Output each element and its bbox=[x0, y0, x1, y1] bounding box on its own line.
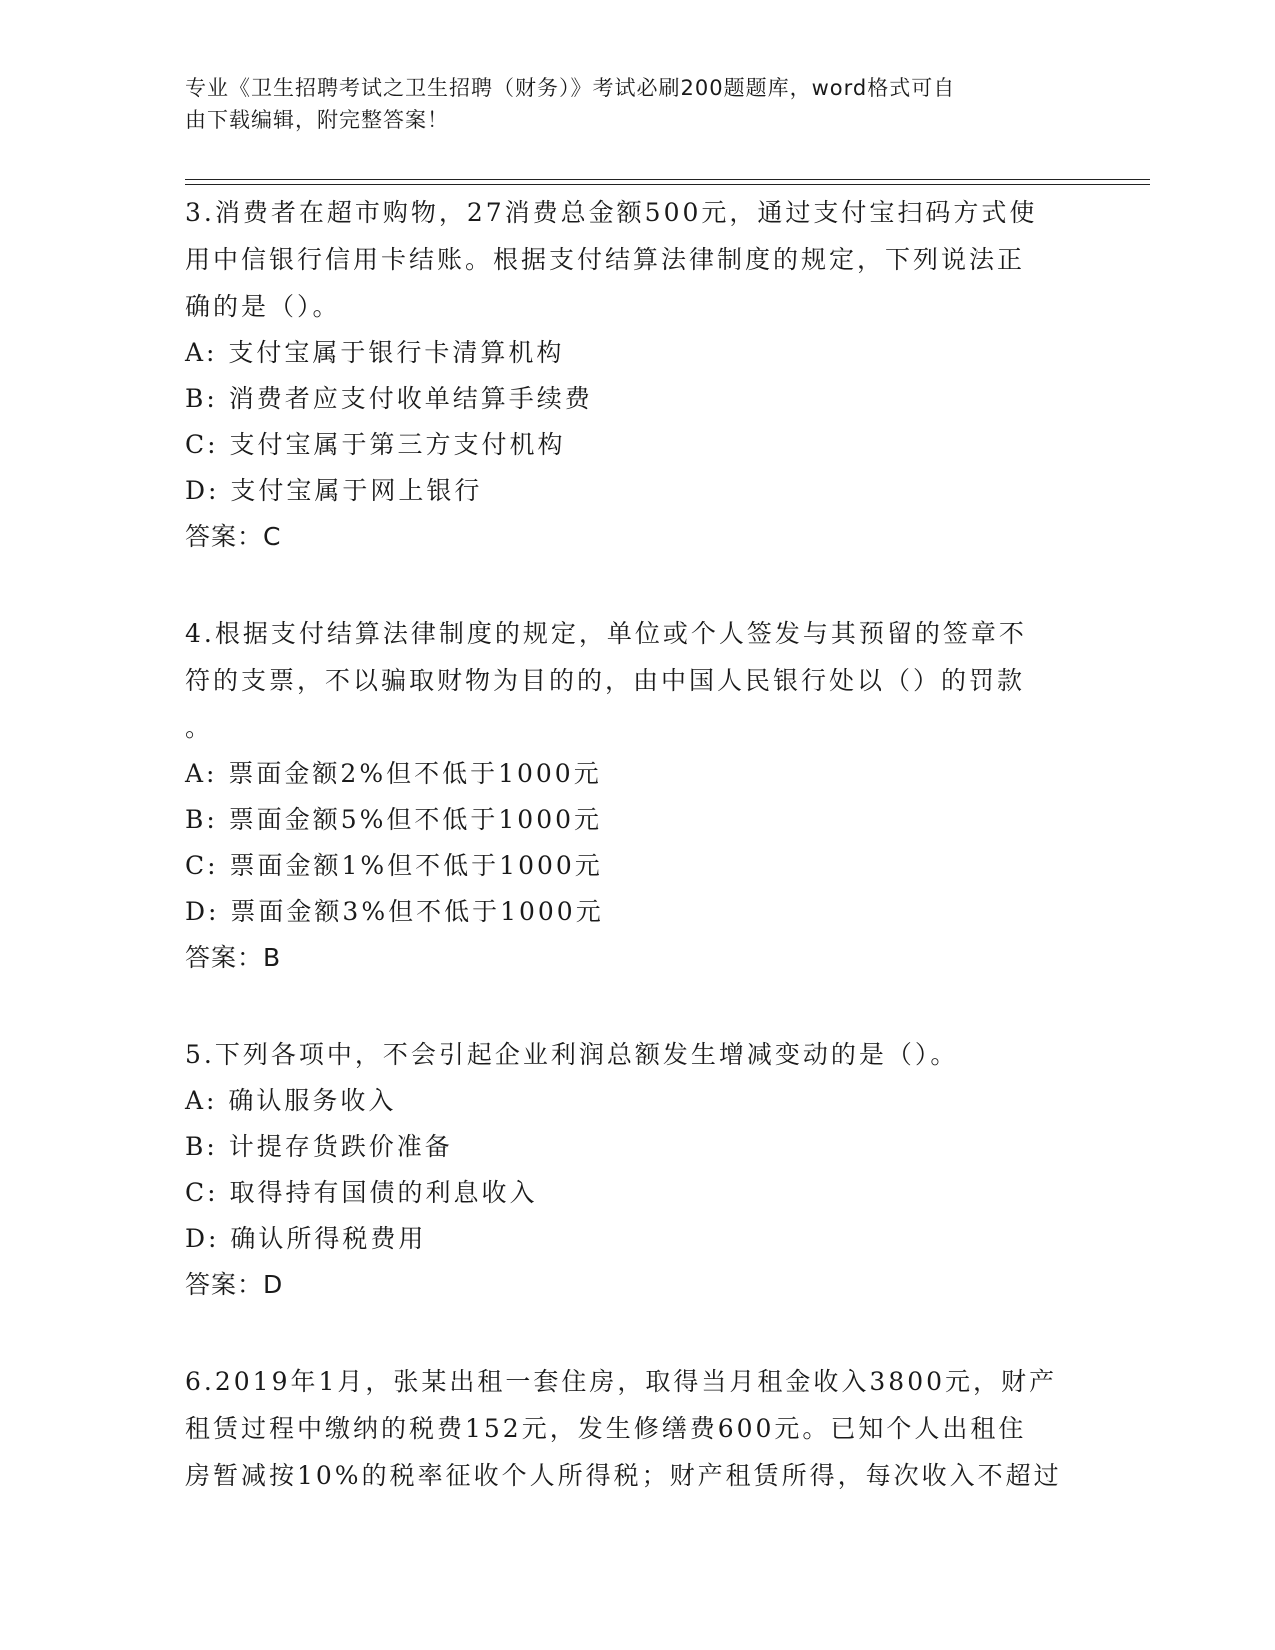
question-stem-line: 租赁过程中缴纳的税费152元，发生修缮费600元。已知个人出租住 bbox=[185, 1414, 1027, 1443]
answer-label: 答案：B bbox=[185, 943, 282, 972]
option-a: A: 确认服务收入 bbox=[185, 1086, 397, 1115]
question-stem-line: 3.消费者在超市购物，27消费总金额500元，通过支付宝扫码方式使 bbox=[185, 198, 1038, 227]
question-stem-line: 符的支票，不以骗取财物为目的的，由中国人民银行处以（）的罚款 bbox=[185, 666, 1026, 695]
option-c: C: 取得持有国债的利息收入 bbox=[185, 1178, 538, 1207]
header-divider-bottom bbox=[185, 184, 1150, 185]
option-b: B: 计提存货跌价准备 bbox=[185, 1132, 453, 1161]
option-b: B: 票面金额5%但不低于1000元 bbox=[185, 805, 603, 834]
answer-label: 答案：C bbox=[185, 522, 282, 551]
question-list bbox=[185, 189, 1085, 1499]
question-stem-line: 5.下列各项中，不会引起企业利润总额发生增减变动的是（）。 bbox=[185, 1040, 959, 1069]
question-3 bbox=[185, 189, 1085, 560]
header-line-1: 专业《卫生招聘考试之卫生招聘（财务）》考试必刷200题题库，word格式可自 bbox=[185, 76, 956, 100]
option-d: D: 支付宝属于网上银行 bbox=[185, 476, 483, 505]
question-stem-line: 。 bbox=[185, 713, 214, 742]
question-stem-line: 6.2019年1月，张某出租一套住房，取得当月租金收入3800元，财产 bbox=[185, 1367, 1058, 1396]
answer-label: 答案：D bbox=[185, 1270, 284, 1299]
question-6 bbox=[185, 1358, 1085, 1499]
option-b: B: 消费者应支付收单结算手续费 bbox=[185, 384, 593, 413]
question-stem-line: 房暂减按10%的税率征收个人所得税；财产租赁所得，每次收入不超过 bbox=[185, 1461, 1062, 1490]
option-c: C: 支付宝属于第三方支付机构 bbox=[185, 430, 566, 459]
question-4 bbox=[185, 610, 1085, 981]
option-d: D: 票面金额3%但不低于1000元 bbox=[185, 897, 604, 926]
header-divider-top bbox=[185, 179, 1150, 180]
option-a: A: 支付宝属于银行卡清算机构 bbox=[185, 338, 565, 367]
question-stem-line: 4.根据支付结算法律制度的规定，单位或个人签发与其预留的签章不 bbox=[185, 619, 1027, 648]
option-d: D: 确认所得税费用 bbox=[185, 1224, 427, 1253]
question-stem-line: 用中信银行信用卡结账。根据支付结算法律制度的规定，下列说法正 bbox=[185, 245, 1026, 274]
option-a: A: 票面金额2%但不低于1000元 bbox=[185, 759, 602, 788]
question-5 bbox=[185, 1031, 1085, 1308]
question-stem-line: 确的是（）。 bbox=[185, 292, 341, 321]
document-header bbox=[185, 72, 1065, 136]
header-line-2: 由下载编辑，附完整答案！ bbox=[185, 108, 449, 132]
option-c: C: 票面金额1%但不低于1000元 bbox=[185, 851, 603, 880]
